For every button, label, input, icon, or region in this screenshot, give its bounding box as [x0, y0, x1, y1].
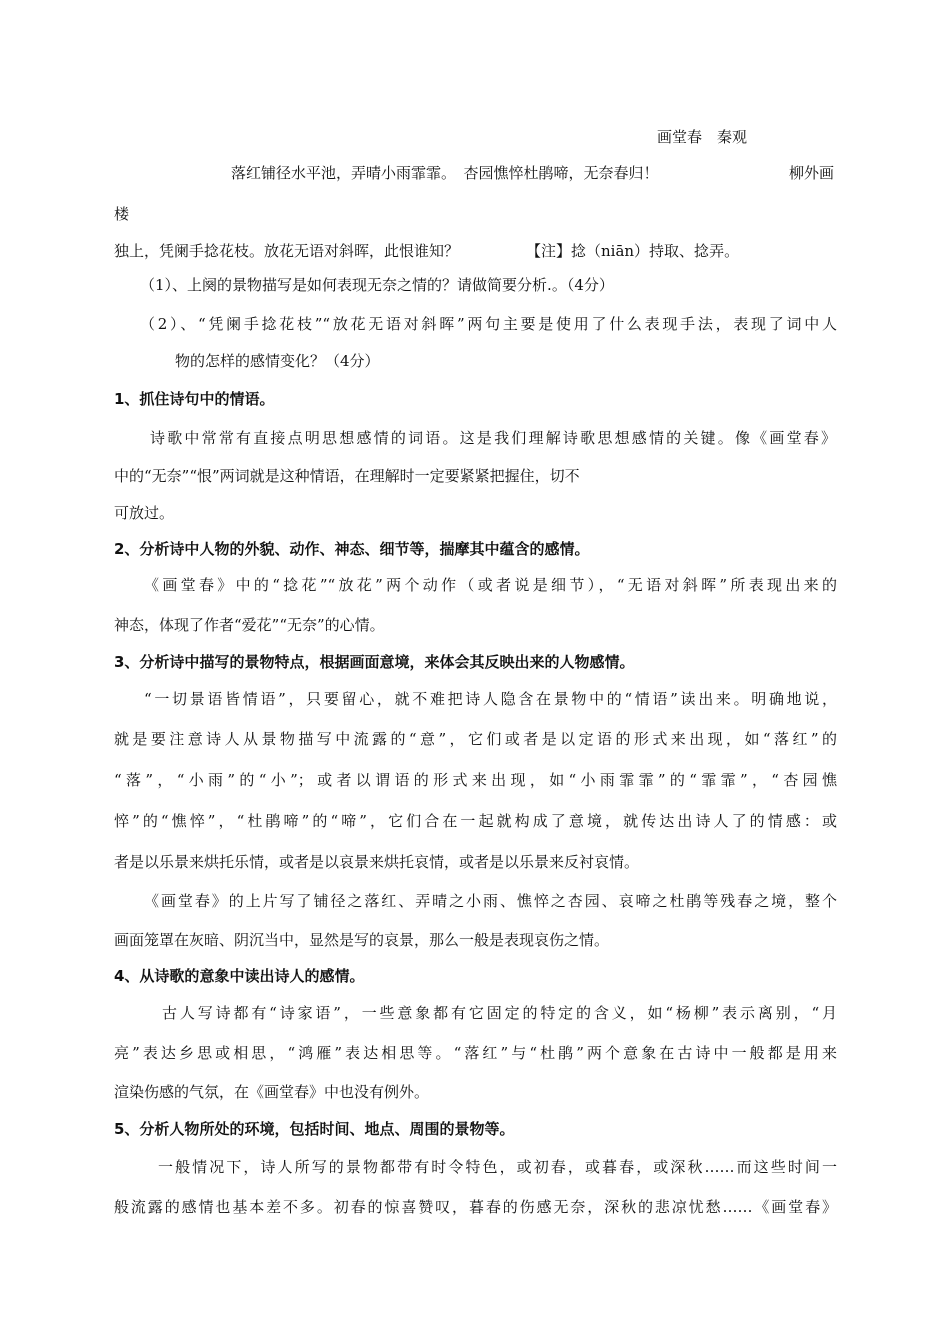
question-2-line-2: 物的怎样的感情变化？（4分）	[175, 352, 380, 370]
section-4-para-line: 古人写诗都有“诗家语”，一些意象都有它固定的特定的含义，如“杨柳”表示离别，“月	[162, 1004, 837, 1022]
question-1: （1）、上阕的景物描写是如何表现无奈之情的？请做简要分析.。（4分）	[140, 276, 614, 294]
section-3-para-line: 者是以乐景来烘托乐情，或者是以哀景来烘托哀情，或者是以乐景来反衬哀情。	[114, 853, 640, 871]
section-2-para-line: 《画堂春》中的“捻花”“放花”两个动作（或者说是细节），“无语对斜晖”所表现出来的	[144, 576, 837, 594]
section-1-heading: 1、抓住诗句中的情语。	[114, 390, 275, 408]
section-4-heading: 4、从诗歌的意象中读出诗人的感情。	[114, 967, 365, 985]
section-3-para-line: 悴”的“憔悴”，“杜鹃啼”的“啼”，它们合在一起就构成了意境，就传达出诗人了的情感：或	[114, 812, 837, 830]
question-2-line-1: （2）、“凭阑手捻花枝”“放花无语对斜晖”两句主要是使用了什么表现手法，表现了词中人	[140, 315, 837, 333]
section-2-para-line: 神态，体现了作者“爱花”“无奈”的心情。	[114, 616, 385, 634]
poem-line-1: 落红铺径水平池，弄晴小雨霏霏。 杏园憔悴杜鹃啼，无奈春归！	[231, 164, 659, 182]
section-3-heading: 3、分析诗中描写的景物特点，根据画面意境，来体会其反映出来的人物感情。	[114, 653, 635, 671]
section-3-para-line: 就是要注意诗人从景物描写中流露的“意”，它们或者是以定语的形式来出现，如“落红”的	[114, 730, 837, 748]
section-1-para-line: 诗歌中常常有直接点明思想感情的词语。这是我们理解诗歌思想感情的关键。像《画堂春》	[150, 429, 836, 447]
section-5-heading: 5、分析人物所处的环境，包括时间、地点、周围的景物等。	[114, 1120, 515, 1138]
section-2-heading: 2、分析诗中人物的外貌、动作、神态、细节等，揣摩其中蕴含的感情。	[114, 540, 590, 558]
section-3-para-line: “一切景语皆情语”，只要留心，就不难把诗人隐含在景物中的“情语”读出来。明确地说，	[144, 690, 837, 708]
section-5-para-line: 一般情况下，诗人所写的景物都带有时令特色，或初春，或暮春，或深秋……而这些时间一	[158, 1158, 837, 1176]
section-3-para-line: 画面笼罩在灰暗、阴沉当中，显然是写的哀景，那么一般是表现哀伤之情。	[114, 931, 610, 949]
poem-line-2: 楼	[114, 205, 130, 223]
section-1-para-line: 可放过。	[114, 504, 175, 522]
section-3-para-line: “落”，“小雨”的“小”；或者以谓语的形式来出现，如“小雨霏霏”的“霏霏”，“杏园憔	[114, 771, 837, 789]
section-4-para-line: 渲染伤感的气氛，在《画堂春》中也没有例外。	[114, 1083, 430, 1101]
poem-title: 画堂春 秦观	[657, 128, 748, 146]
section-3-para-line: 《画堂春》的上片写了铺径之落红、弄晴之小雨、憔悴之杏园、哀啼之杜鹃等残春之境，整个	[144, 892, 837, 910]
section-5-para-line: 般流露的感情也基本差不多。初春的惊喜赞叹，暮春的伤感无奈，深秋的悲凉忧愁……《画堂春》	[114, 1198, 837, 1216]
section-4-para-line: 亮”表达乡思或相思，“鸿雁”表达相思等。“落红”与“杜鹃”两个意象在古诗中一般都是用来	[114, 1044, 837, 1062]
poem-line-1-tail: 柳外画	[789, 164, 835, 182]
poem-line-3: 独上，凭阑手捻花枝。放花无语对斜晖，此恨谁知？	[114, 242, 460, 260]
section-1-para-line: 中的“无奈”“恨”两词就是这种情语，在理解时一定要紧紧把握住，切不	[114, 467, 580, 485]
poem-note: 【注】捻（niān）持取、捻弄。	[526, 242, 740, 260]
